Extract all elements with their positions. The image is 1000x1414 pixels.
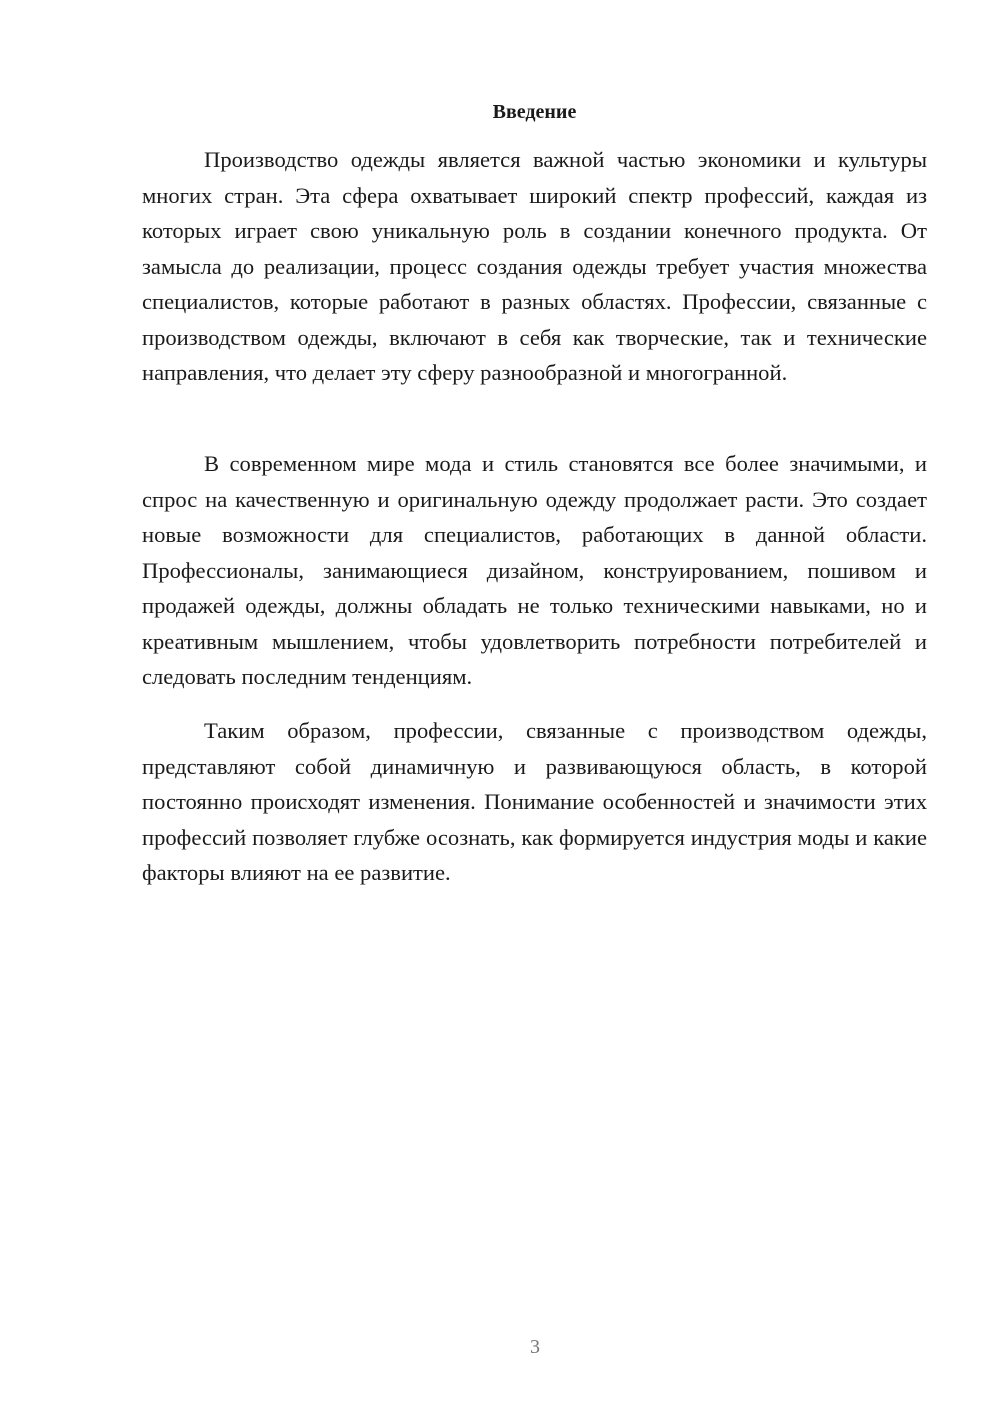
- page-number: 3: [530, 1336, 540, 1358]
- paragraph-1: Производство одежды является важной частью экономики и культуры многих стран. Эта сфера охватывает широкий спектр профессий, каждая из которых играет свою уникальную роль в создании конечного продукта. От замысла до реализации, процесс создания одежды требует участия множества специалистов, которые работают в разных областях. Профессии, связанные с производством одежды, включают в себя как творческие, так и технические направления, что делает эту сферу разнообразной и многогранной.: [142, 147, 927, 385]
- section-title: Введение: [492, 101, 577, 123]
- paragraph-3: Таким образом, профессии, связанные с производством одежды, представляют собой динамичную и развивающуюся область, в которой постоянно происходят изменения. Понимание особенностей и значимости этих профессий позволяет глубже осознать, как формируется индустрия моды и какие факторы влияют на ее развитие.: [142, 718, 927, 885]
- paragraph-2: В современном мире мода и стиль становятся все более значимыми, и спрос на качественную и оригинальную одежду продолжает расти. Это создает новые возможности для специалистов, работающих в данной области. Профессионалы, занимающиеся дизайном, конструированием, пошивом и продажей одежды, должны обладать не только техническими навыками, но и креативным мышлением, чтобы удовлетворить потребности потребителей и следовать последним тенденциям.: [142, 451, 927, 689]
